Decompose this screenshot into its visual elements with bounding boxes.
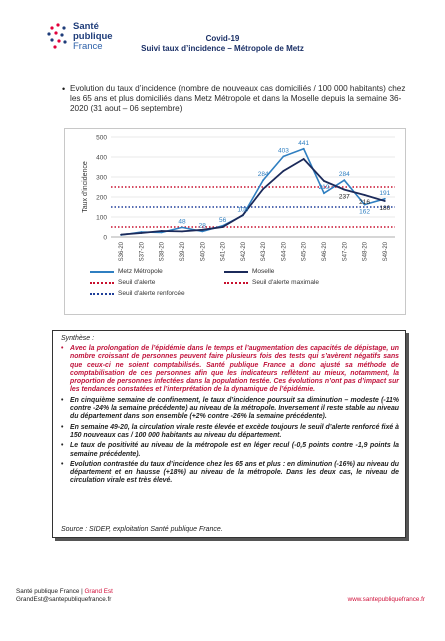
incidence-chart — [65, 129, 405, 269]
x-tick-label: S45-20 — [301, 242, 308, 262]
x-tick-label: S49-20 — [382, 242, 389, 262]
legend-item-alerte — [90, 279, 155, 286]
logo-line3: France — [73, 41, 103, 52]
legend-item-metz — [90, 268, 163, 275]
data-point — [384, 198, 386, 200]
data-label: 162 — [359, 208, 371, 216]
data-point — [120, 234, 122, 236]
y-tick-label: 0 — [103, 234, 107, 242]
data-point — [343, 179, 345, 181]
synthese-item-text: Le taux de positivité au niveau de la métropole est en léger recul (-0,5 points contre -1,9 points la semaine précédente). — [70, 442, 399, 458]
data-label: 284 — [338, 171, 350, 179]
data-point — [181, 231, 183, 233]
data-label: 28 — [198, 222, 206, 230]
x-tick-label: S44-20 — [281, 242, 288, 262]
synthese-source: Source : SIDEP, exploitation Santé publique France. — [61, 526, 223, 533]
data-point — [303, 158, 305, 160]
data-point — [303, 148, 305, 150]
x-tick-label: S41-20 — [220, 242, 227, 262]
bullet-icon: • — [61, 423, 64, 431]
legend-item-moselle — [224, 268, 274, 275]
data-point — [343, 189, 345, 191]
y-tick-label: 500 — [96, 134, 107, 142]
y-tick-label: 100 — [96, 214, 107, 222]
legend-line-max — [224, 282, 248, 284]
synthese-box — [52, 330, 406, 538]
data-label: 237 — [338, 193, 350, 201]
logo-line2: publique — [73, 31, 113, 42]
data-label: 441 — [298, 139, 310, 147]
data-point — [242, 214, 244, 216]
x-tick-label: S40-20 — [200, 242, 207, 262]
legend-label-max: Seuil d'alerte maximale — [252, 279, 319, 286]
y-axis-label: Taux d'incidence — [82, 161, 89, 213]
synthese-list — [59, 345, 399, 488]
footer-sep: | — [79, 588, 85, 595]
footer-website-link[interactable]: www.santepubliquefrance.fr — [347, 596, 425, 603]
synthese-item — [59, 424, 399, 441]
x-tick-label: S37-20 — [139, 242, 146, 262]
legend-line-renforcee — [90, 293, 114, 295]
x-tick-label: S39-20 — [180, 242, 186, 262]
y-tick-label: 400 — [96, 154, 107, 162]
legend-line-moselle — [224, 271, 248, 273]
bullet-icon: • — [61, 396, 64, 404]
footer-email-link[interactable]: GrandEst@santepubliquefrance.fr — [16, 596, 112, 603]
footer-org: Santé publique France — [16, 588, 80, 595]
x-tick-label: S42-20 — [240, 242, 247, 262]
data-label: 219 — [318, 184, 330, 192]
bullet-icon: • — [61, 345, 64, 352]
legend-label-metz: Metz Métropole — [118, 268, 163, 275]
page-title: Covid-19 — [205, 34, 240, 43]
synthese-title: Synthèse : — [61, 335, 95, 342]
x-tick-label: S38-20 — [159, 242, 166, 262]
legend-line-alerte — [90, 282, 114, 284]
x-tick-label: S46-20 — [322, 242, 328, 262]
synthese-item — [59, 397, 399, 422]
legend-label-moselle: Moselle — [252, 268, 275, 275]
series-line — [121, 149, 385, 235]
footer-org-line — [16, 588, 113, 596]
footer-contact — [16, 588, 113, 604]
legend-item-renforcee — [90, 290, 185, 297]
synthese-item — [59, 345, 399, 395]
bullet-icon: • — [62, 84, 66, 94]
data-label: 216 — [359, 199, 371, 206]
intro-text: Evolution du taux d’incidence (nombre de nouveaux cas domiciliés / 100 000 habitants) chez les 65 ans et plus domiciliés dans Metz Métropole et dans la Moselle depuis la semaine 36-2020 (31 aout – 06 septembre) — [70, 84, 406, 114]
x-tick-label: S43-20 — [261, 242, 268, 262]
logo-line1: Santé — [73, 21, 99, 32]
legend-line-metz — [90, 271, 114, 273]
synthese-item — [59, 461, 399, 486]
data-point — [222, 226, 224, 228]
legend-label-renforcee: Seuil d'alerte renforcée — [118, 290, 185, 297]
data-point — [323, 180, 325, 182]
data-point — [262, 179, 264, 181]
data-point — [262, 188, 264, 190]
y-tick-label: 200 — [96, 194, 107, 202]
y-tick-label: 300 — [96, 174, 107, 182]
legend-item-max — [224, 279, 319, 286]
synthese-item-text: En semaine 49-20, la circulation virale reste élevée et excède toujours le seuil d’alerte renforcé fixé à 150 nouveaux cas / 100 000 habitants au niveau du département. — [70, 423, 399, 439]
synthese-item-text: En cinquième semaine de confinement, le taux d’incidence poursuit sa diminution – modeste (-11% contre -24% la semaine précédente) au niveau de la métropole. Inversement il reste stable au niveau du département dans son ensemble (+2% contre -26% la semaine précédente). — [70, 396, 399, 421]
data-label: 56 — [218, 216, 227, 224]
data-label: 108 — [237, 206, 249, 214]
data-label: 191 — [379, 189, 391, 197]
data-point — [283, 170, 285, 172]
x-tick-label: S36-20 — [119, 242, 126, 262]
data-label: 48 — [178, 218, 186, 226]
footer-region: Grand Est — [84, 588, 113, 595]
data-label: 284 — [257, 171, 269, 179]
synthese-item-text: Evolution contrastée du taux d’incidence chez les 65 ans et plus : en diminution (-16%) au niveau du département et en hausse (+18%) au niveau de la métropole. Dans les deux cas, le niveau de circulation virale est très élevé. — [70, 460, 399, 485]
synthese-item-text: Avec la prolongation de l’épidémie dans le temps et l’augmentation des capacités de dépistage, un nombre croissant de personnes peuvent faire plusieurs fois des tests qui s’avèrent négatifs sans que ceux-ci ne soient comptabilisés. Santé publique France a donc ajusté sa méthode de comptabilisation de ces personnes afin que les indicateurs reflètent au mieux, notamment, la proportion de personnes infectées dans la population testée. Ces évolutions n’ont pas d’impact sur les tendances constatées et l’interprétation de la dynamique de l’épidémie. — [70, 345, 399, 394]
data-point — [201, 231, 203, 233]
data-point — [384, 200, 386, 202]
data-point — [141, 232, 143, 234]
x-tick-label: S48-20 — [362, 242, 369, 262]
data-point — [161, 230, 163, 232]
data-point — [181, 227, 183, 229]
chart-frame — [64, 128, 406, 315]
legend-label-alerte: Seuil d'alerte — [118, 279, 156, 286]
data-point — [364, 194, 366, 196]
data-label: 403 — [277, 147, 289, 155]
page-subtitle: Suivi taux d’incidence – Métropole de Metz — [141, 44, 304, 53]
data-label: 180 — [379, 205, 391, 212]
data-point — [283, 156, 285, 158]
synthese-item — [59, 442, 399, 459]
bullet-icon: • — [61, 460, 64, 468]
data-point — [323, 192, 325, 194]
x-tick-label: S47-20 — [342, 242, 349, 262]
bullet-icon: • — [61, 442, 64, 450]
